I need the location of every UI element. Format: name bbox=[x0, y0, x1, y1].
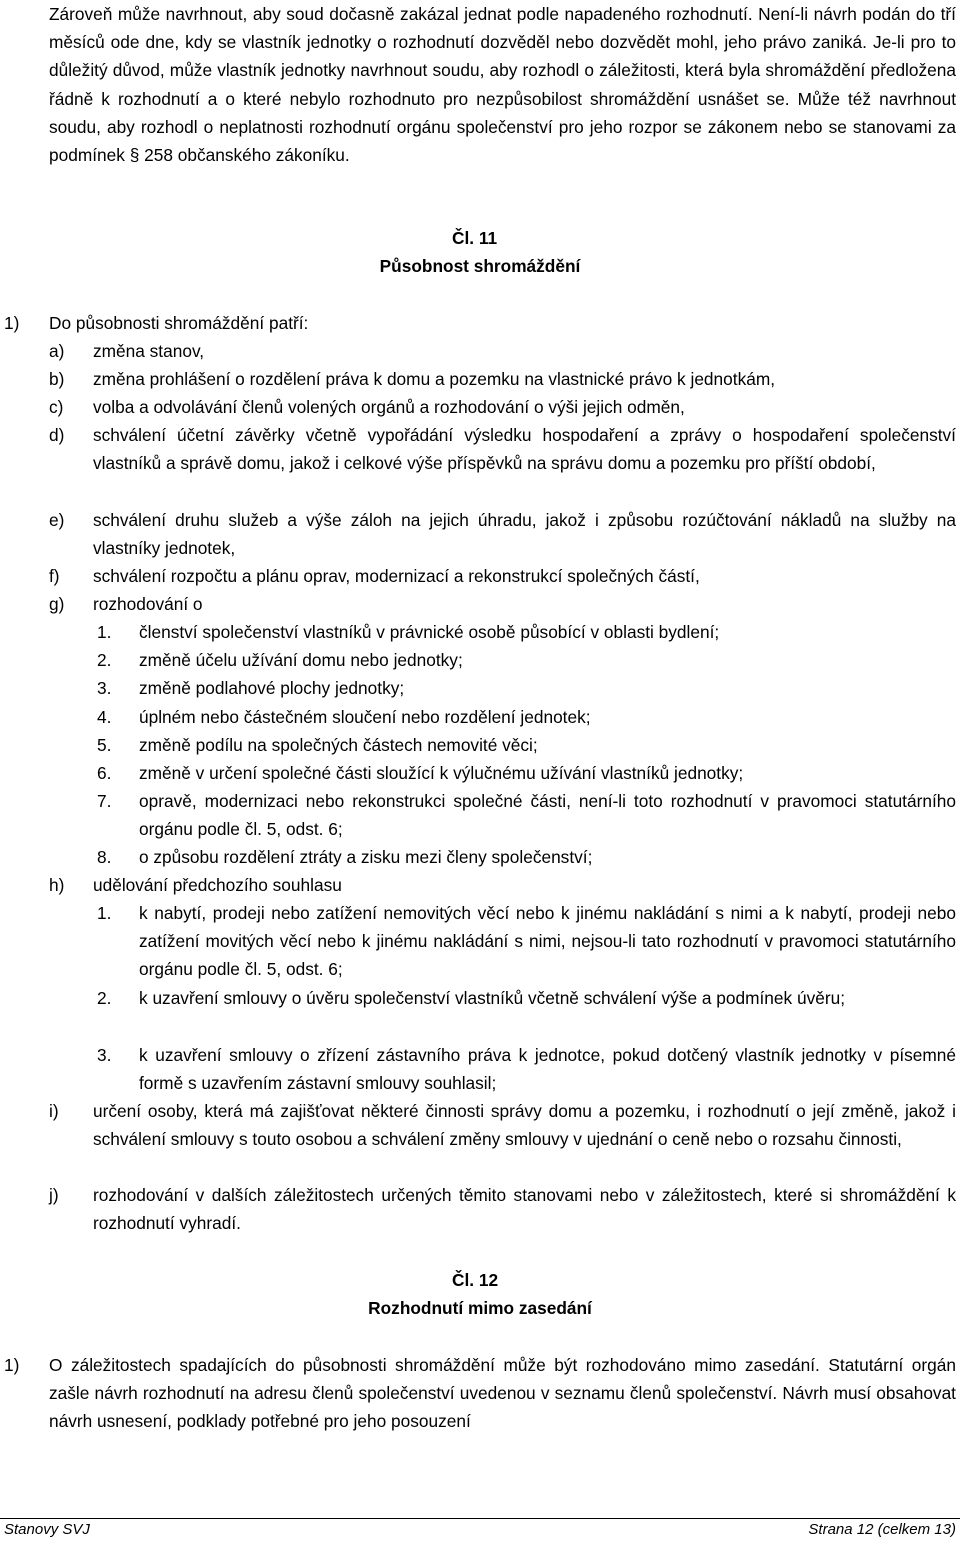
footer-document-name: Stanovy SVJ bbox=[4, 1521, 90, 1538]
point-text: Do působnosti shromáždění patří: bbox=[49, 313, 309, 333]
item-label: d) bbox=[49, 425, 65, 445]
subitem-label: 2. bbox=[97, 988, 112, 1008]
point-number: 1) bbox=[4, 313, 20, 333]
item-text: rozhodování v dalších záležitostech určených těmito stanovami nebo v záležitostech, které si shromáždění k rozhodnutí vyhradí. bbox=[93, 1185, 956, 1234]
item-text: rozhodování o bbox=[93, 594, 203, 614]
item-text: schválení rozpočtu a plánu oprav, modernizací a rekonstrukcí společných částí, bbox=[93, 566, 700, 586]
item-text: schválení účetní závěrky včetně vypořádání výsledku hospodaření a zprávy o hospodaření společenství vlastníků a správě domu, jakož i celkové výše příspěvků na správu domu a pozemku pro příští období, bbox=[93, 425, 956, 474]
subitem-text: o způsobu rozdělení ztráty a zisku mezi členy společenství; bbox=[139, 847, 593, 867]
subitem-label: 6. bbox=[97, 763, 112, 783]
subitem-label: 3. bbox=[97, 1045, 112, 1065]
subitem-text: opravě, modernizaci nebo rekonstrukci společné části, není-li toto rozhodnutí v pravomoci statutárního orgánu podle čl. 5, odst. 6; bbox=[139, 791, 956, 840]
item-label: j) bbox=[49, 1185, 59, 1205]
subitem-label: 1. bbox=[97, 622, 112, 642]
subitem-text: k uzavření smlouvy o zřízení zástavního práva k jednotce, pokud dotčený vlastník jednotky v písemné formě s uzavřením zástavní smlouvy souhlasil; bbox=[139, 1045, 956, 1094]
point-number: 1) bbox=[4, 1355, 20, 1375]
point-text: O záležitostech spadajících do působnosti shromáždění může být rozhodováno mimo zasedání. Statutární orgán zašle návrh rozhodnutí na adresu členů společenství uvedenou v seznamu členů společenství. Návrh musí obsahovat návrh usnesení, podklady potřebné pro jeho posouzení bbox=[49, 1355, 956, 1432]
article-11-number: Čl. 11 bbox=[452, 228, 498, 248]
item-label: g) bbox=[49, 594, 65, 614]
subitem-text: k nabytí, prodeji nebo zatížení nemovitých věcí nebo k jinému nakládání s nimi a k nabytí, prodeji nebo zatížení movitých věcí nebo k jinému nakládání s nimi, nejsou-li tato rozhodnutí v pravomoci statutárního orgánu podle čl. 5, odst. 6; bbox=[139, 903, 956, 980]
footer-divider bbox=[0, 1518, 960, 1519]
article-12-title: Rozhodnutí mimo zasedání bbox=[368, 1298, 592, 1318]
item-label: h) bbox=[49, 875, 65, 895]
item-label: e) bbox=[49, 510, 65, 530]
subitem-label: 5. bbox=[97, 735, 112, 755]
subitem-text: změně v určení společné části sloužící k výlučnému užívání vlastníků jednotky; bbox=[139, 763, 744, 783]
item-text: udělování předchozího souhlasu bbox=[93, 875, 342, 895]
item-label: c) bbox=[49, 397, 64, 417]
subitem-label: 4. bbox=[97, 707, 112, 727]
subitem-text: k uzavření smlouvy o úvěru společenství vlastníků včetně schválení výše a podmínek úvěru; bbox=[139, 988, 845, 1008]
article-11-title: Působnost shromáždění bbox=[379, 256, 581, 276]
article-12-number: Čl. 12 bbox=[452, 1270, 499, 1290]
subitem-text: úplném nebo částečném sloučení nebo rozdělení jednotek; bbox=[139, 707, 591, 727]
item-label: f) bbox=[49, 566, 60, 586]
subitem-label: 3. bbox=[97, 678, 112, 698]
footer-page-number: Strana 12 (celkem 13) bbox=[808, 1521, 956, 1538]
item-label: b) bbox=[49, 369, 65, 389]
item-text: schválení druhu služeb a výše záloh na jejich úhradu, jakož i způsobu rozúčtování nákladů na služby na vlastníky jednotek, bbox=[93, 510, 956, 559]
item-text: změna prohlášení o rozdělení práva k domu a pozemku na vlastnické právo k jednotkám, bbox=[93, 369, 776, 389]
subitem-text: změně podílu na společných částech nemovité věci; bbox=[139, 735, 538, 755]
subitem-label: 7. bbox=[97, 791, 112, 811]
intro-paragraph: Zároveň může navrhnout, aby soud dočasně zakázal jednat podle napadeného rozhodnutí. Není-li návrh podán do tří měsíců ode dne, kdy se vlastník jednotky o rozhodnutí dozvěděl nebo dozvědět mohl, jeho právo zaniká. Je-li pro to důležitý důvod, může vlastník jednotky navrhnout soudu, aby rozhodl o záležitosti, která byla shromáždění předložena řádně k rozhodnutí a o které nebylo rozhodnuto pro nezpůsobilost shromáždění usnášet se. Může též navrhnout soudu, aby rozhodl o neplatnosti rozhodnutí orgánu společenství pro jeho rozpor se zákonem nebo se stanovami za podmínek § 258 občanského zákoníku. bbox=[49, 4, 956, 166]
subitem-text: změně podlahové plochy jednotky; bbox=[139, 678, 405, 698]
item-text: volba a odvolávání členů volených orgánů a rozhodování o výši jejich odměn, bbox=[93, 397, 685, 417]
subitem-text: změně účelu užívání domu nebo jednotky; bbox=[139, 650, 463, 670]
subitem-label: 8. bbox=[97, 847, 112, 867]
subitem-label: 2. bbox=[97, 650, 112, 670]
subitem-label: 1. bbox=[97, 903, 112, 923]
item-text: změna stanov, bbox=[93, 341, 205, 361]
subitem-text: členství společenství vlastníků v právnické osobě působící v oblasti bydlení; bbox=[139, 622, 720, 642]
item-text: určení osoby, která má zajišťovat některé činnosti správy domu a pozemku, i rozhodnutí o její změně, jakož i schválení smlouvy s touto osobou a schválení změny smlouvy v ujednání o ceně nebo o rozsahu činnosti, bbox=[93, 1101, 956, 1150]
item-label: a) bbox=[49, 341, 65, 361]
item-label: i) bbox=[49, 1101, 59, 1121]
